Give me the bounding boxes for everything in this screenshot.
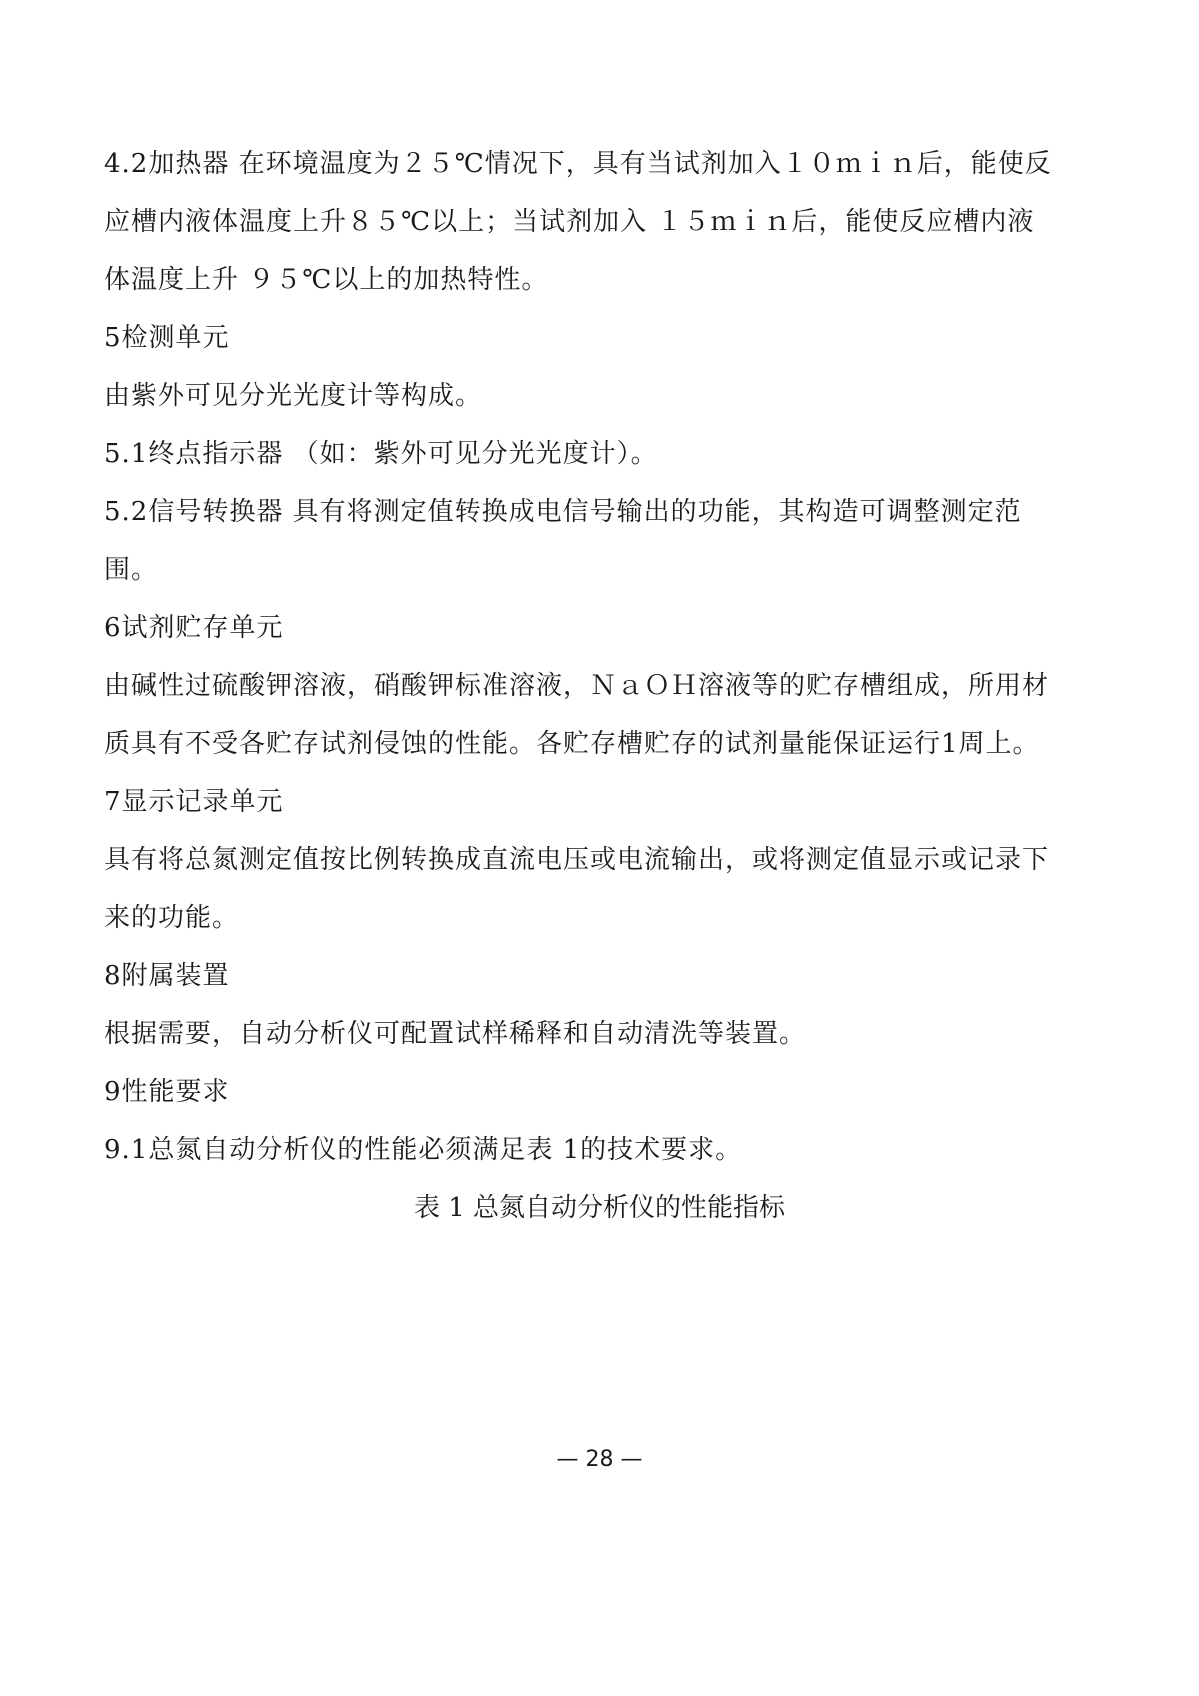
paragraph-performance-requirements: 9.1总氮自动分析仪的性能必须满足表 1的技术要求。: [104, 1135, 743, 1165]
paragraph-accessory-devices: 根据需要，自动分析仪可配置试样稀释和自动清洗等装置。: [104, 1019, 807, 1049]
paragraph-detection-unit: 由紫外可见分光光度计等构成。: [104, 381, 483, 411]
paragraph-display-record-line-1: 具有将总氮测定值按比例转换成直流电压或电流输出，或将测定值显示或记录下: [104, 845, 1050, 875]
table-caption: 表 1 总氮自动分析仪的性能指标: [413, 1193, 786, 1223]
heading-display-record-unit: 7显示记录单元: [104, 787, 284, 817]
paragraph-heater-line-3: 体温度上升 ９５℃以上的加热特性。: [104, 265, 549, 295]
paragraph-reagent-storage-line-2: 质具有不受各贮存试剂侵蚀的性能。各贮存槽贮存的试剂量能保证运行1周上。: [104, 729, 1040, 759]
paragraph-heater-line-2: 应槽内液体温度上升８５℃以上；当试剂加入 １５ｍｉｎ后，能使反应槽内液: [104, 207, 1035, 237]
heading-detection-unit: 5检测单元: [104, 323, 230, 353]
heading-performance-requirements: 9性能要求: [104, 1077, 230, 1107]
heading-accessory-devices: 8附属装置: [104, 961, 230, 991]
paragraph-display-record-line-2: 来的功能。: [104, 903, 240, 933]
paragraph-reagent-storage-line-1: 由碱性过硫酸钾溶液，硝酸钾标准溶液，ＮａＯＨ溶液等的贮存槽组成，所用材: [104, 671, 1050, 701]
heading-reagent-storage-unit: 6试剂贮存单元: [104, 613, 284, 643]
paragraph-heater-line-1: 4.2加热器 在环境温度为２５℃情况下，具有当试剂加入１０ｍｉｎ后，能使反: [104, 149, 1052, 179]
paragraph-signal-converter-line-2: 围。: [104, 555, 159, 585]
paragraph-signal-converter-line-1: 5.2信号转换器 具有将测定值转换成电信号输出的功能，其构造可调整测定范: [104, 497, 1022, 527]
page-number: — 28 —: [556, 1447, 643, 1472]
paragraph-endpoint-indicator: 5.1终点指示器 （如：紫外可见分光光度计）。: [104, 439, 658, 469]
